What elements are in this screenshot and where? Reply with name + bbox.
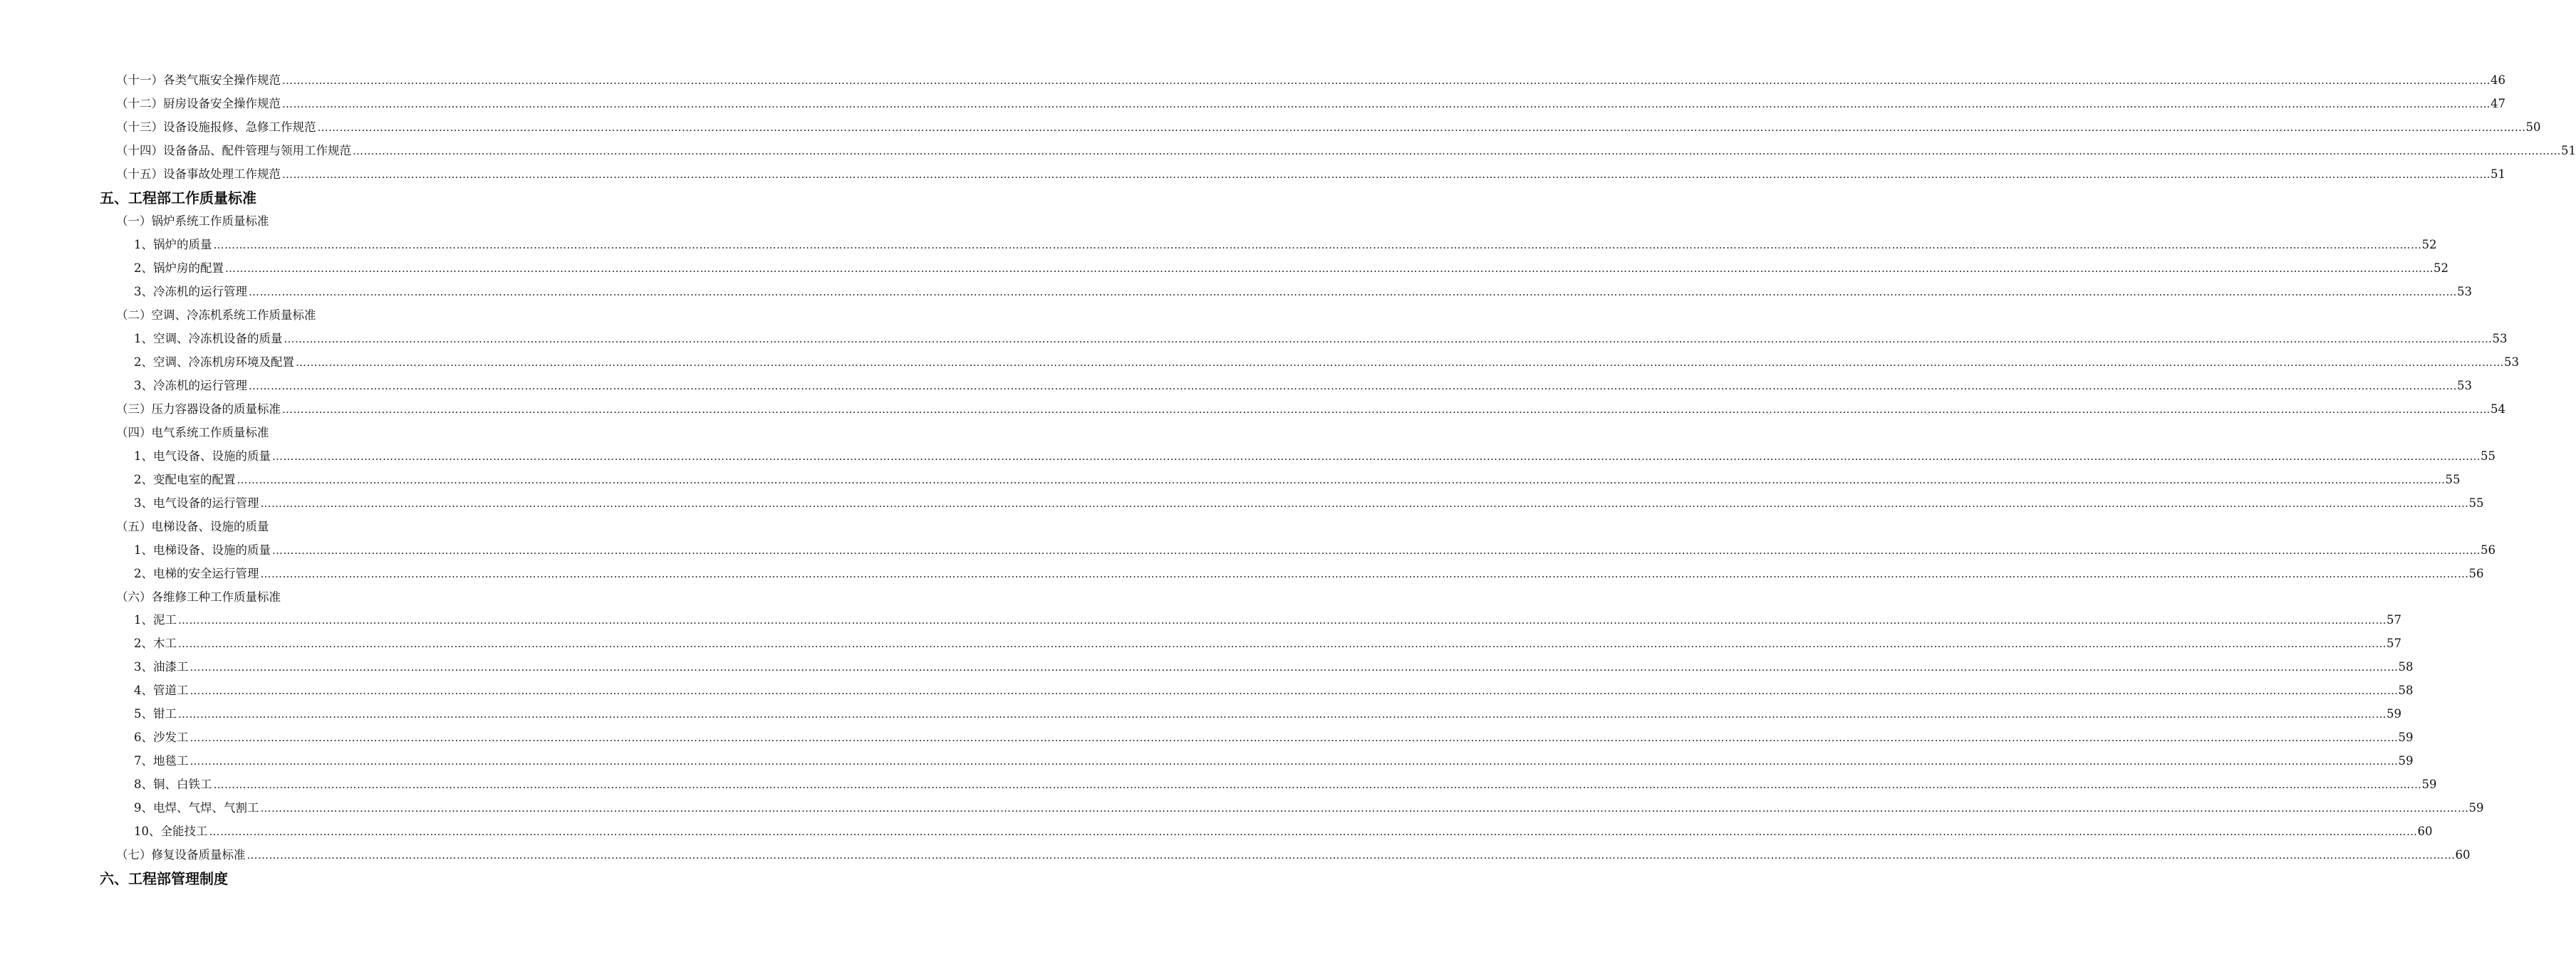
section-heading: 六、工程部管理制度 (100, 870, 228, 887)
dot-leader: …………………………………………………………………………………………………………………………………………………………………………………………………………………………………………………………………………………………………………………………………………………………………………………………………………………………………………………………………………………………………………………………………………………… (213, 778, 2422, 791)
toc-entry-label: （十五）设备事故处理工作规范 (116, 167, 281, 181)
dot-leader: …………………………………………………………………………………………………………………………………………………………………………………………………………………………………………………………………………………………………………………………………………………………………………………………………………………………………………………………………………………………………………………………………………………… (178, 614, 2387, 627)
toc-page-number: 51 (2561, 144, 2576, 157)
subsection-title: （二）空调、冷冻机系统工作质量标准 (116, 308, 316, 322)
dot-leader: …………………………………………………………………………………………………………………………………………………………………………………………………………………………………………………………………………………………………………………………………………………………………………………………………………………………………………………………………………………………………………………………………………………… (282, 74, 2491, 87)
toc-entry[interactable] (134, 447, 2496, 466)
dot-leader: …………………………………………………………………………………………………………………………………………………………………………………………………………………………………………………………………………………………………………………………………………………………………………………………………………………………………………………………………………………………………………………………………………………… (260, 497, 2469, 510)
section-heading: 五、工程部工作质量标准 (100, 189, 256, 206)
dot-leader: …………………………………………………………………………………………………………………………………………………………………………………………………………………………………………………………………………………………………………………………………………………………………………………………………………………………………………………………………………………………………………………………………………………… (178, 637, 2387, 650)
toc-entry[interactable] (116, 118, 2541, 137)
toc-entry-label: 9、电焊、气焊、气割工 (134, 801, 259, 815)
toc-page-number: 52 (2434, 261, 2448, 275)
toc-entry-label: （十二）厨房设备安全操作规范 (116, 97, 281, 110)
toc-entry-label: 3、冷冻机的运行管理 (134, 379, 247, 392)
toc-entry-label: 3、油漆工 (134, 660, 189, 674)
toc-page-number: 54 (2491, 402, 2505, 416)
dot-leader: …………………………………………………………………………………………………………………………………………………………………………………………………………………………………………………………………………………………………………………………………………………………………………………………………………………………………………………………………………………………………………………………………………………… (246, 849, 2456, 862)
toc-entry[interactable] (134, 330, 2508, 348)
toc-page-number: 53 (2504, 355, 2519, 369)
dot-leader: …………………………………………………………………………………………………………………………………………………………………………………………………………………………………………………………………………………………………………………………………………………………………………………………………………………………………………………………………………………………………………………………………………………… (260, 568, 2469, 580)
toc-page-number: 55 (2481, 449, 2496, 463)
toc-page-number: 50 (2525, 120, 2541, 134)
toc-entry-label: （十三）设备设施报修、急修工作规范 (116, 120, 316, 134)
dot-leader: …………………………………………………………………………………………………………………………………………………………………………………………………………………………………………………………………………………………………………………………………………………………………………………………………………………………………………………………………………………………………………………………………………………… (189, 684, 2399, 697)
dot-leader: …………………………………………………………………………………………………………………………………………………………………………………………………………………………………………………………………………………………………………………………………………………………………………………………………………………………………………………………………………………………………………………………………………………… (260, 802, 2469, 815)
toc-page-number: 59 (2468, 801, 2484, 815)
subsection-title: （五）电梯设备、设施的质量 (116, 520, 269, 533)
dot-leader: …………………………………………………………………………………………………………………………………………………………………………………………………………………………………………………………………………………………………………………………………………………………………………………………………………………………………………………………………………………………………………………………………………………… (272, 544, 2481, 557)
dot-leader: …………………………………………………………………………………………………………………………………………………………………………………………………………………………………………………………………………………………………………………………………………………………………………………………………………………………………………………………………………………………………………………………………………………… (189, 731, 2399, 744)
toc-entry[interactable] (134, 822, 2433, 841)
toc-entry[interactable] (134, 634, 2401, 653)
toc-entry[interactable] (134, 471, 2461, 489)
toc-entry-label: 2、锅炉房的配置 (134, 261, 224, 275)
toc-page-number: 60 (2417, 825, 2433, 838)
dot-leader: …………………………………………………………………………………………………………………………………………………………………………………………………………………………………………………………………………………………………………………………………………………………………………………………………………………………………………………………………………………………………………………………………………………… (272, 450, 2481, 463)
dot-leader: …………………………………………………………………………………………………………………………………………………………………………………………………………………………………………………………………………………………………………………………………………………………………………………………………………………………………………………………………………………………………………………………………………………… (282, 98, 2491, 110)
toc-entry-label: （三）压力容器设备的质量标准 (116, 402, 281, 416)
toc-entry[interactable] (134, 236, 2437, 254)
toc-entry[interactable] (134, 728, 2414, 747)
toc-entry-label: 3、电气设备的运行管理 (134, 496, 259, 510)
toc-entry[interactable] (134, 259, 2448, 278)
toc-page-number: 59 (2421, 778, 2437, 791)
toc-page-number: 56 (2468, 567, 2484, 580)
toc-page-number: 55 (2445, 473, 2461, 486)
dot-leader: …………………………………………………………………………………………………………………………………………………………………………………………………………………………………………………………………………………………………………………………………………………………………………………………………………………………………………………………………………………………………………………………………………………… (353, 145, 2561, 157)
toc-entry-label: 3、冷冻机的运行管理 (134, 285, 247, 298)
dot-leader: …………………………………………………………………………………………………………………………………………………………………………………………………………………………………………………………………………………………………………………………………………………………………………………………………………………………………………………………………………………………………………………………………………………… (178, 708, 2387, 721)
dot-leader: …………………………………………………………………………………………………………………………………………………………………………………………………………………………………………………………………………………………………………………………………………………………………………………………………………………………………………………………………………………………………………………………………………………… (282, 403, 2491, 416)
toc-entry-label: 7、地毯工 (134, 754, 189, 768)
dot-leader: …………………………………………………………………………………………………………………………………………………………………………………………………………………………………………………………………………………………………………………………………………………………………………………………………………………………………………………………………………………………………………………………………………………… (249, 380, 2457, 392)
toc-entry-label: 1、泥工 (134, 613, 177, 627)
toc-entry[interactable] (116, 142, 2576, 160)
toc-page-number: 46 (2491, 73, 2505, 87)
toc-entry[interactable] (134, 775, 2437, 794)
dot-leader: …………………………………………………………………………………………………………………………………………………………………………………………………………………………………………………………………………………………………………………………………………………………………………………………………………………………………………………………………………………………………………………………………………………… (209, 825, 2418, 838)
toc-page-number: 57 (2387, 613, 2401, 627)
toc-entry[interactable] (116, 400, 2505, 419)
subsection-title: （一）锅炉系统工作质量标准 (116, 214, 269, 228)
toc-entry-label: （十四）设备备品、配件管理与领用工作规范 (116, 144, 351, 157)
toc-entry-label: 2、电梯的安全运行管理 (134, 567, 259, 580)
toc-entry-label: 6、沙发工 (134, 731, 189, 744)
toc-entry[interactable] (116, 95, 2505, 113)
toc-entry-label: 4、管道工 (134, 684, 189, 697)
toc-entry[interactable] (134, 541, 2496, 560)
subsection-title: （六）各维修工种工作质量标准 (116, 590, 281, 604)
toc-entry[interactable] (134, 705, 2401, 723)
dot-leader: …………………………………………………………………………………………………………………………………………………………………………………………………………………………………………………………………………………………………………………………………………………………………………………………………………………………………………………………………………………………………………………………………………………… (317, 121, 2526, 134)
toc-page-number: 55 (2468, 496, 2484, 510)
dot-leader: …………………………………………………………………………………………………………………………………………………………………………………………………………………………………………………………………………………………………………………………………………………………………………………………………………………………………………………………………………………………………………………………………………………… (225, 262, 2434, 275)
toc-entry[interactable] (134, 353, 2519, 372)
dot-leader: …………………………………………………………………………………………………………………………………………………………………………………………………………………………………………………………………………………………………………………………………………………………………………………………………………………………………………………………………………………………………………………………………………………… (237, 474, 2446, 486)
toc-entry-label: 1、电气设备、设施的质量 (134, 449, 271, 463)
toc-entry-label: （七）修复设备质量标准 (116, 848, 246, 862)
toc-entry-label: 2、空调、冷冻机房环境及配置 (134, 355, 294, 369)
toc-page-number: 56 (2481, 543, 2496, 557)
toc-page-number: 58 (2398, 660, 2414, 674)
toc-entry-label: 2、变配电室的配置 (134, 473, 236, 486)
toc-entry[interactable] (134, 377, 2472, 395)
toc-entry-label: （十一）各类气瓶安全操作规范 (116, 73, 281, 87)
toc-page-number: 59 (2387, 707, 2401, 721)
toc-entry[interactable] (134, 611, 2401, 629)
toc-entry-label: 5、钳工 (134, 707, 177, 721)
toc-entry[interactable] (134, 283, 2472, 301)
dot-leader: …………………………………………………………………………………………………………………………………………………………………………………………………………………………………………………………………………………………………………………………………………………………………………………………………………………………………………………………………………………………………………………………………………………… (282, 168, 2491, 181)
toc-entry[interactable] (134, 658, 2414, 676)
toc-page-number: 51 (2491, 167, 2505, 181)
toc-entry[interactable] (116, 71, 2505, 90)
toc-entry[interactable] (134, 752, 2414, 770)
toc-page-number: 60 (2455, 848, 2471, 862)
toc-page-number: 58 (2398, 684, 2414, 697)
toc-page-number: 53 (2492, 332, 2508, 345)
dot-leader: …………………………………………………………………………………………………………………………………………………………………………………………………………………………………………………………………………………………………………………………………………………………………………………………………………………………………………………………………………………………………………………………………………………… (189, 755, 2399, 768)
subsection-title: （四）电气系统工作质量标准 (116, 426, 269, 439)
toc-page-number: 53 (2457, 379, 2472, 392)
toc-entry-label: 1、锅炉的质量 (134, 238, 212, 251)
toc-page-number: 59 (2398, 754, 2414, 768)
toc-entry[interactable] (134, 799, 2484, 817)
toc-entry[interactable] (134, 494, 2484, 513)
toc-entry-label: 1、空调、冷冻机设备的质量 (134, 332, 283, 345)
toc-entry-label: 2、木工 (134, 637, 177, 650)
toc-entry-label: 8、铜、白铁工 (134, 778, 212, 791)
toc-entry[interactable] (116, 846, 2471, 864)
toc-entry-label: 10、全能技工 (134, 825, 208, 838)
toc-entry-label: 1、电梯设备、设施的质量 (134, 543, 271, 557)
toc-entry[interactable] (116, 165, 2505, 184)
dot-leader: …………………………………………………………………………………………………………………………………………………………………………………………………………………………………………………………………………………………………………………………………………………………………………………………………………………………………………………………………………………………………………………………………………………… (296, 356, 2504, 369)
toc-page-number: 53 (2457, 285, 2472, 298)
toc-page-number: 59 (2398, 731, 2414, 744)
toc-entry[interactable] (134, 681, 2414, 700)
toc-page-number: 57 (2387, 637, 2401, 650)
toc-page-number: 52 (2421, 238, 2437, 251)
dot-leader: …………………………………………………………………………………………………………………………………………………………………………………………………………………………………………………………………………………………………………………………………………………………………………………………………………………………………………………………………………………………………………………………………………………… (213, 239, 2422, 251)
dot-leader: …………………………………………………………………………………………………………………………………………………………………………………………………………………………………………………………………………………………………………………………………………………………………………………………………………………………………………………………………………………………………………………………………………………… (189, 661, 2399, 674)
toc-entry[interactable] (134, 565, 2484, 583)
dot-leader: …………………………………………………………………………………………………………………………………………………………………………………………………………………………………………………………………………………………………………………………………………………………………………………………………………………………………………………………………………………………………………………………………………………… (284, 333, 2493, 345)
toc-page-number: 47 (2491, 97, 2505, 110)
dot-leader: …………………………………………………………………………………………………………………………………………………………………………………………………………………………………………………………………………………………………………………………………………………………………………………………………………………………………………………………………………………………………………………………………………………… (249, 286, 2457, 298)
